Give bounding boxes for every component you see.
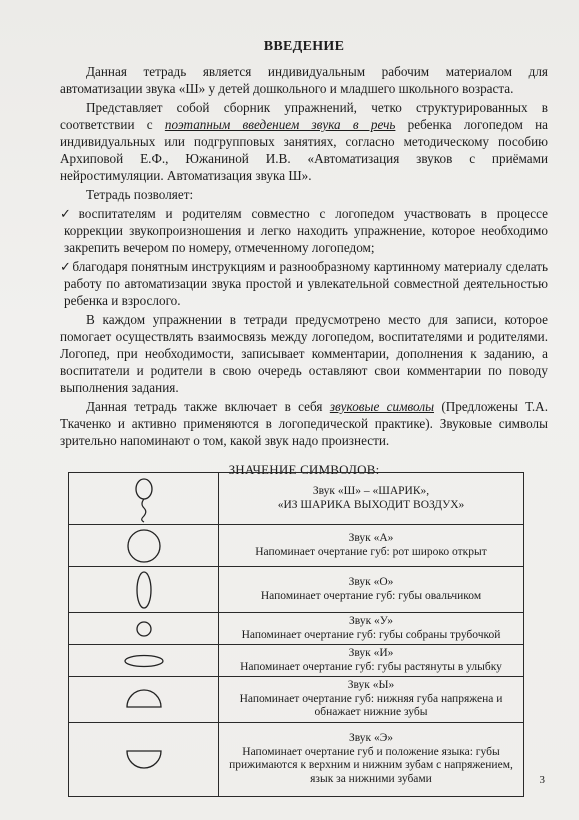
symbol-meaning: Напоминает очертание губ: рот широко открыт — [255, 545, 487, 558]
table-row — [69, 677, 524, 723]
symbol-meaning: Напоминает очертание губ и положение языка: губы — [242, 745, 500, 758]
checkmark-icon: ✓ — [60, 259, 72, 274]
symbol-cell — [69, 613, 219, 645]
small-circle-icon — [132, 618, 156, 640]
table-row — [69, 473, 524, 525]
symbol-description — [219, 567, 524, 613]
symbols-table — [68, 472, 524, 797]
symbol-sound: Звук «О» — [348, 576, 394, 588]
symbol-meaning-continued: обнажает нижние зубы — [314, 706, 428, 718]
symbol-cell — [69, 645, 219, 677]
symbol-sound: Звук «А» — [348, 532, 394, 544]
dome-icon — [122, 686, 166, 712]
symbol-meaning-continued: прижимаются к верхним и нижним зубам с напряжением, язык за нижними зубами — [229, 759, 513, 785]
symbol-meaning: Напоминает очертание губ: губы овальчиком — [260, 589, 482, 602]
symbol-description — [219, 613, 524, 645]
checklist-item — [60, 205, 548, 256]
paragraph-symbols — [60, 398, 548, 449]
paragraph-symbols-start: Данная тетрадь также включает в себя — [86, 399, 330, 414]
checkmark-icon: ✓ — [60, 206, 78, 221]
paragraph-intro: Данная тетрадь является индивидуальным рабочим материалом для автоматизации звука «Ш» у детей дошкольного и младшего школьного возраста. — [60, 64, 548, 96]
symbol-description — [219, 525, 524, 567]
symbol-sound: Звук «Ы» — [347, 679, 395, 691]
checklist-item-text: благодаря понятным инструкциям и разнообразному картинному материалу сделать работу по автоматизации звука простой и увлекательной совместной деятельностью ребенка и взрослого. — [64, 259, 548, 308]
paragraph-description — [60, 99, 548, 184]
table-row — [69, 645, 524, 677]
table-row — [69, 525, 524, 567]
symbol-cell — [69, 567, 219, 613]
table-row — [69, 613, 524, 645]
symbol-description — [219, 677, 524, 723]
symbol-cell — [69, 722, 219, 796]
large-circle-icon — [124, 527, 164, 565]
checklist-item-text: воспитателям и родителям совместно с логопедом участвовать в процессе коррекции звукопроизношения и легко находить упражнение, которое необходимо закрепить вечером по номеру, отмеченному логопедом; — [64, 206, 548, 255]
table-row — [69, 567, 524, 613]
symbol-description — [219, 645, 524, 677]
paragraph-exercises: В каждом упражнении в тетради предусмотрено место для записи, которое помогает осуществлять взаимосвязь между логопедом, воспитателями и родителями. Логопед, при необходимости, записывает комментарии, дополнения к заданию, а воспитатели и родители в свою очередь оставляют свои комментарии по поводу выполнения задания. — [60, 312, 548, 395]
balloon-icon — [114, 475, 174, 523]
symbol-sound: Звук «И» — [348, 647, 394, 659]
vertical-oval-icon — [129, 569, 159, 611]
document-body — [60, 38, 548, 490]
paragraph-description-start: Представляет собой сборник упражнений, четко структурированных в соответствии с — [60, 100, 548, 132]
symbol-cell — [69, 473, 219, 525]
symbol-meaning: Напоминает очертание губ: губы растянуты в улыбку — [240, 660, 502, 673]
emphasis-text: поэтапным введением звука в речь — [164, 117, 396, 132]
paragraph-allows: Тетрадь позволяет: — [86, 187, 194, 202]
symbol-meaning: Напоминает очертание губ: нижняя губа напряжена и — [239, 692, 503, 705]
symbol-sound: Звук «Э» — [348, 732, 394, 744]
symbol-sound: Звук «У» — [349, 615, 393, 627]
paragraph-description-end: ребенка логопедом на индивидуальных или подгрупповых занятиях, согласно методическому пособию Архиповой Е.Ф., Южаниной И.В. «Автоматизация звуков с приёмами нейростимуляции. Автоматизация звука Ш». — [60, 117, 548, 183]
page-number: 3 — [539, 774, 545, 786]
symbol-description — [219, 722, 524, 796]
symbol-sound: Звук «Ш» – «ШАРИК», — [312, 485, 430, 497]
paragraph-symbols-end: (Предложены Т.А. Ткаченко и активно применяются в логопедической практике). Звуковые символы зрительно напоминают о том, какой звук надо произнести. — [60, 399, 548, 448]
checklist-item — [60, 258, 548, 309]
horizontal-oval-icon — [121, 652, 167, 670]
table-row — [69, 722, 524, 796]
emphasis-text: звуковые символы — [329, 399, 435, 414]
symbol-meaning: «ИЗ ШАРИКА ВЫХОДИТ ВОЗДУХ» — [277, 498, 465, 511]
symbols-heading: ЗНАЧЕНИЕ СИМВОЛОВ: — [228, 462, 380, 477]
symbol-cell — [69, 677, 219, 723]
bowl-icon — [122, 746, 166, 772]
symbol-meaning: Напоминает очертание губ: губы собраны трубочкой — [241, 628, 501, 641]
symbol-cell — [69, 525, 219, 567]
symbol-description — [219, 473, 524, 525]
page-title: ВВЕДЕНИЕ — [263, 39, 345, 54]
